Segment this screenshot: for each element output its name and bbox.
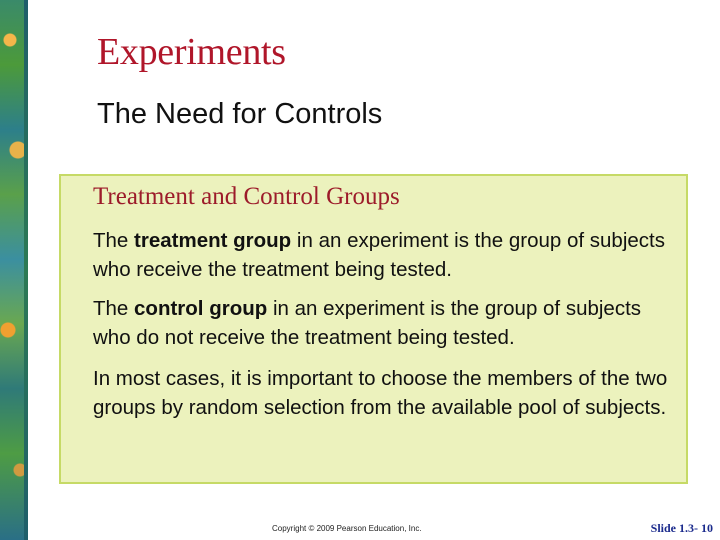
definition-box bbox=[59, 174, 688, 484]
control-group-definition bbox=[93, 294, 683, 352]
random-selection-note: In most cases, it is important to choose the members of the two groups by random selection from the available pool of subjects. bbox=[93, 367, 668, 419]
control-group-term: control group bbox=[134, 297, 268, 320]
copyright-notice: Copyright © 2009 Pearson Education, Inc. bbox=[272, 524, 422, 533]
p2-pre: The bbox=[93, 297, 135, 320]
decorative-side-strip bbox=[0, 0, 28, 540]
treatment-group-definition bbox=[93, 226, 683, 284]
slide-number: Slide 1.3- 10 bbox=[650, 521, 713, 535]
p1-post: in an experiment is the group of subjects who receive the treatment being tested. bbox=[93, 229, 665, 281]
p2-post: in an experiment is the group of subjects who do not receive the treatment being tested. bbox=[93, 297, 642, 349]
slide-subtitle: The Need for Controls bbox=[97, 98, 383, 130]
treatment-group-term: treatment group bbox=[134, 229, 292, 252]
box-heading: Treatment and Control Groups bbox=[93, 183, 400, 210]
slide-title: Experiments bbox=[97, 31, 286, 73]
p1-pre: The bbox=[93, 229, 135, 252]
